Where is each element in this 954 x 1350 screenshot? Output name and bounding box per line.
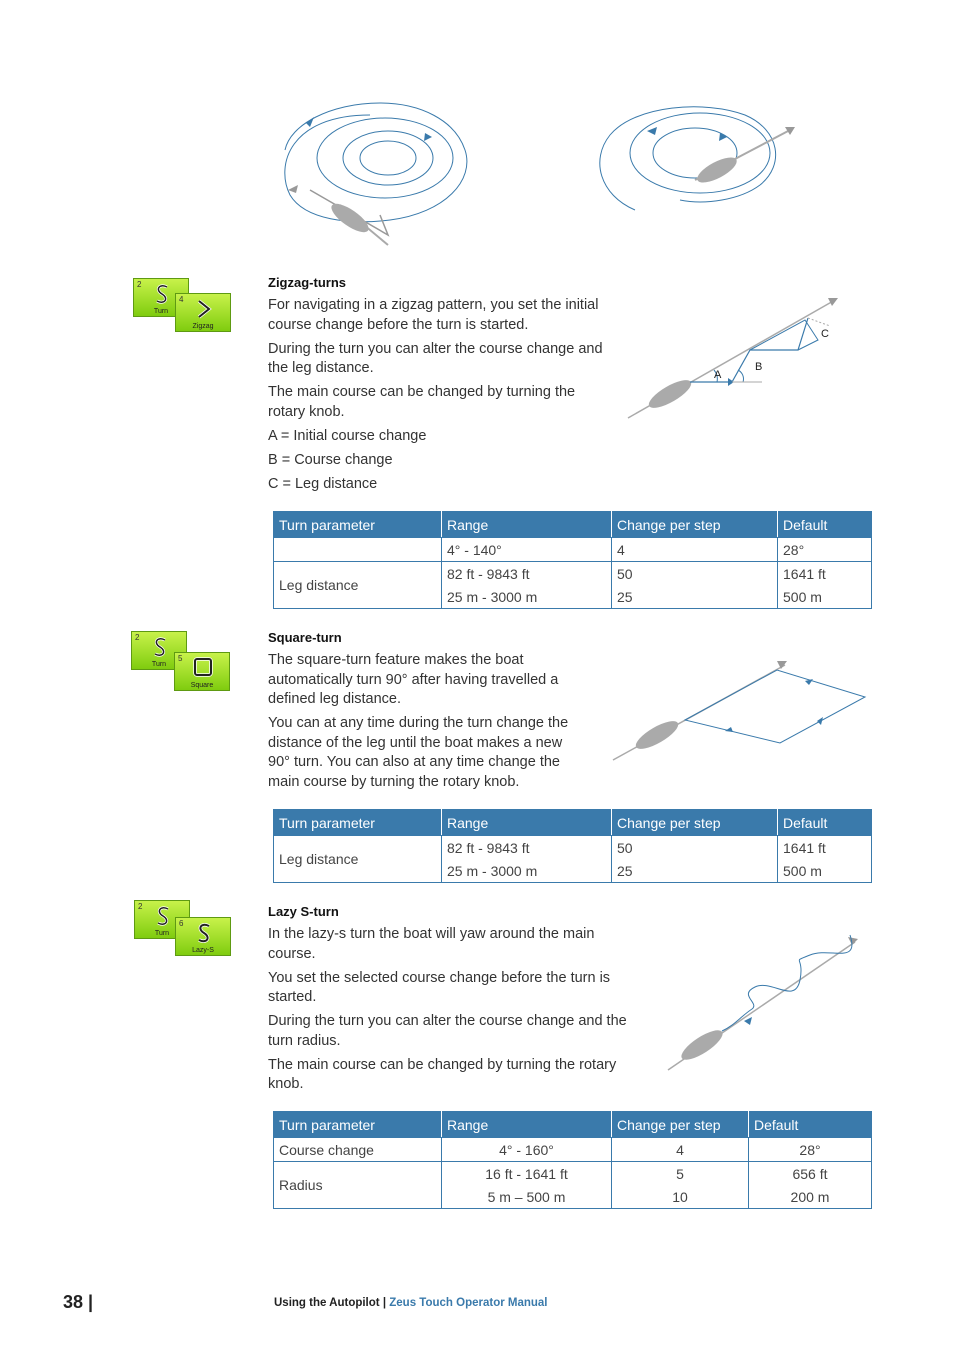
cell-step: 4 bbox=[612, 1138, 749, 1162]
square-mode-icon bbox=[174, 652, 230, 691]
header-change-per-step: Change per step bbox=[612, 810, 778, 836]
paragraph: During the turn you can alter the course change and the leg distance. bbox=[268, 340, 603, 376]
paragraph: The square-turn feature makes the boat automatically turn 90° after having travelled a defined leg distance. bbox=[268, 652, 559, 707]
page-number-separator: | bbox=[88, 1292, 94, 1312]
cell-param: Leg distance bbox=[274, 836, 442, 883]
paragraph: During the turn you can alter the course change and the turn radius. bbox=[268, 1013, 627, 1049]
s-turn-icon bbox=[152, 637, 168, 657]
label-b: B bbox=[755, 361, 763, 373]
icon-label: Lazy-S bbox=[192, 947, 214, 954]
header-default: Default bbox=[778, 810, 872, 836]
header-default: Default bbox=[749, 1112, 872, 1138]
cell-param: Radius bbox=[274, 1162, 442, 1209]
cell-step: 50 bbox=[612, 562, 778, 586]
cell-default: 1641 ft bbox=[778, 836, 872, 860]
header-range: Range bbox=[442, 1112, 612, 1138]
cell-default: 1641 ft bbox=[778, 562, 872, 586]
header-range: Range bbox=[442, 810, 612, 836]
section-heading: Lazy S-turn bbox=[268, 904, 339, 919]
paragraph: The main course can be changed by turning the rotary knob. bbox=[268, 384, 576, 420]
lazy-s-icon bbox=[196, 923, 212, 943]
footer-section: Using the Autopilot bbox=[274, 1297, 380, 1309]
header-range: Range bbox=[442, 512, 612, 538]
cell-step: 10 bbox=[612, 1185, 749, 1209]
cell-param bbox=[274, 538, 442, 562]
cell-range: 16 ft - 1641 ft bbox=[442, 1162, 612, 1186]
cell-default: 200 m bbox=[749, 1185, 872, 1209]
paragraph: The main course can be changed by turning the rotary knob. bbox=[268, 1056, 617, 1092]
zigzag-text bbox=[268, 275, 608, 499]
cell-step: 25 bbox=[612, 859, 778, 883]
icon-number: 2 bbox=[138, 902, 143, 911]
paragraph: You set the selected course change before the turn is started. bbox=[268, 969, 611, 1005]
label-a: A bbox=[714, 369, 722, 381]
table-row bbox=[274, 538, 872, 562]
cell-range: 25 m - 3000 m bbox=[442, 585, 612, 609]
paragraph: A = Initial course change bbox=[268, 427, 427, 444]
cell-default: 656 ft bbox=[749, 1162, 872, 1186]
cell-default: 500 m bbox=[778, 859, 872, 883]
icon-number: 6 bbox=[179, 919, 184, 928]
section-heading: Zigzag-turns bbox=[268, 275, 346, 290]
zigzag-parameter-table bbox=[273, 511, 872, 609]
lazy-s-mode-icon bbox=[175, 917, 231, 956]
zigzag-mode-icon bbox=[175, 293, 231, 332]
cell-range: 82 ft - 9843 ft bbox=[442, 836, 612, 860]
section-heading: Square-turn bbox=[268, 630, 342, 645]
cell-range: 4° - 140° bbox=[442, 538, 612, 562]
table-row bbox=[274, 562, 872, 586]
table-row bbox=[274, 1138, 872, 1162]
table-row bbox=[274, 836, 872, 860]
icon-number: 2 bbox=[137, 280, 142, 289]
cell-default: 28° bbox=[778, 538, 872, 562]
page-footer bbox=[274, 1297, 548, 1309]
cell-default: 500 m bbox=[778, 585, 872, 609]
paragraph: C = Leg distance bbox=[268, 475, 378, 492]
table-row bbox=[274, 1162, 872, 1186]
footer-bar: | bbox=[382, 1297, 387, 1309]
icon-label: Zigzag bbox=[192, 323, 214, 330]
s-turn-icon bbox=[154, 284, 170, 304]
header-turn-parameter: Turn parameter bbox=[274, 1112, 442, 1138]
header-default: Default bbox=[778, 512, 872, 538]
zigzag-icon bbox=[196, 299, 212, 319]
footer-manual-title: Zeus Touch Operator Manual bbox=[389, 1297, 548, 1309]
zigzag-diagram bbox=[620, 290, 850, 425]
icon-number: 4 bbox=[179, 295, 184, 304]
icon-number: 5 bbox=[178, 654, 183, 663]
icon-number: 2 bbox=[135, 633, 140, 642]
square-text bbox=[268, 630, 583, 797]
label-c: C bbox=[821, 328, 829, 340]
cell-param: Leg distance bbox=[274, 562, 442, 609]
cell-step: 5 bbox=[612, 1162, 749, 1186]
paragraph: For navigating in a zigzag pattern, you set the initial course change before the turn is started. bbox=[268, 297, 599, 333]
cell-param: Course change bbox=[274, 1138, 442, 1162]
header-turn-parameter: Turn parameter bbox=[274, 512, 442, 538]
lazy-s-parameter-table bbox=[273, 1111, 872, 1209]
cell-step: 50 bbox=[612, 836, 778, 860]
cell-default: 28° bbox=[749, 1138, 872, 1162]
page-number-value: 38 bbox=[63, 1292, 84, 1312]
table-header-row bbox=[274, 810, 872, 836]
square-turn-diagram bbox=[605, 655, 870, 765]
lazy-s-text bbox=[268, 904, 638, 1099]
cell-range: 25 m - 3000 m bbox=[442, 859, 612, 883]
cell-step: 25 bbox=[612, 585, 778, 609]
page-number bbox=[63, 1292, 93, 1313]
square-parameter-table bbox=[273, 809, 872, 883]
header-turn-parameter: Turn parameter bbox=[274, 810, 442, 836]
cell-step: 4 bbox=[612, 538, 778, 562]
paragraph: You can at any time during the turn change the distance of the leg until the boat makes a new 90° turn. You can also at any time change the main course by turning the rotary knob. bbox=[268, 715, 569, 790]
icon-label: Square bbox=[190, 682, 214, 689]
cell-range: 5 m – 500 m bbox=[442, 1185, 612, 1209]
table-header-row bbox=[274, 1112, 872, 1138]
header-change-per-step: Change per step bbox=[612, 512, 778, 538]
spiral-diagram-left bbox=[270, 95, 480, 255]
cell-range: 4° - 160° bbox=[442, 1138, 612, 1162]
icon-label: Turn bbox=[153, 308, 169, 315]
paragraph: B = Course change bbox=[268, 451, 393, 468]
paragraph: In the lazy-s turn the boat will yaw around the main course. bbox=[268, 926, 595, 962]
header-change-per-step: Change per step bbox=[612, 1112, 749, 1138]
square-icon bbox=[193, 657, 213, 677]
cell-range: 82 ft - 9843 ft bbox=[442, 562, 612, 586]
icon-label: Turn bbox=[154, 930, 170, 937]
spiral-diagram-right bbox=[585, 95, 805, 225]
icon-label: Turn bbox=[151, 661, 167, 668]
table-header-row bbox=[274, 512, 872, 538]
s-turn-icon bbox=[155, 906, 171, 926]
lazy-s-diagram bbox=[660, 925, 865, 1075]
